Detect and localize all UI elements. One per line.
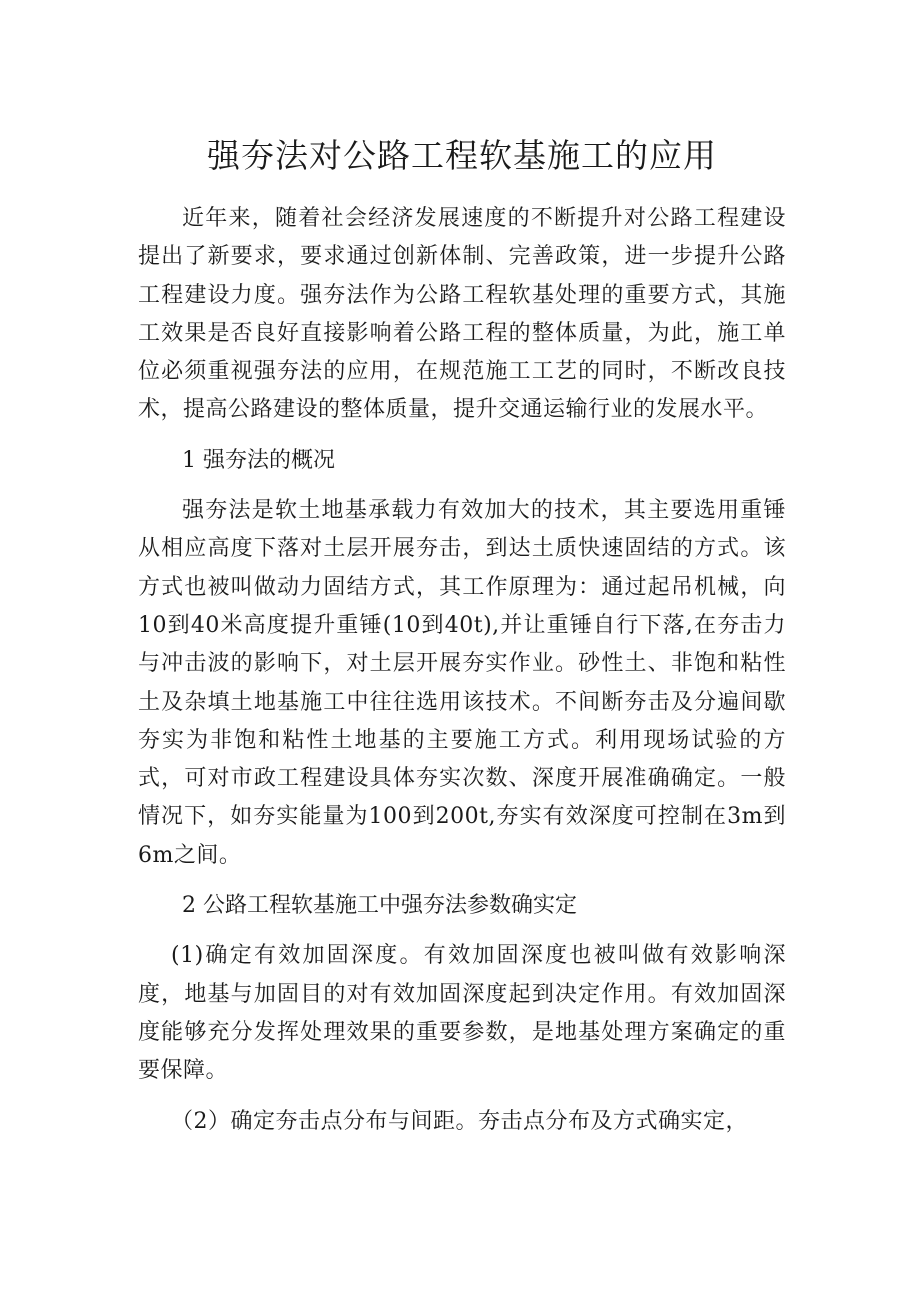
intro-paragraph: 近年来，随着社会经济发展速度的不断提升对公路工程建设提出了新要求，要求通过创新体制、完善政策，进一步提升公路工程建设力度。强夯法作为公路工程软基处理的重要方式，其施工效果是否良好直接影响着公路工程的整体质量，为此，施工单位必须重视强夯法的应用，在规范施工工艺的同时，不断改良技术，提高公路建设的整体质量，提升交通运输行业的发展水平。 — [138, 206, 786, 423]
section-1-body: 强夯法是软土地基承载力有效加大的技术，其主要选用重锤从相应高度下落对土层开展夯击，到达土质快速固结的方式。该方式也被叫做动力固结方式，其工作原理为：通过起吊机械，向10到40米高度提升重锤(10到40t),并让重锤自行下落,在夯击力与冲击波的影响下，对土层开展夯实作业。砂性土、非饱和粘性土及杂填土地基施工中往往选用该技术。不间断夯击及分遍间歇夯实为非饱和粘性土地基的主要施工方式。利用现场试验的方式，可对市政工程建设具体夯实次数、深度开展准确确定。一般情况下，如夯实能量为100到200t,夯实有效深度可控制在3m到6m之间。 — [138, 498, 786, 868]
section-2-heading: 2 公路工程软基施工中强夯法参数确实定 — [182, 893, 577, 919]
section-2-item-1: (1)确定有效加固深度。有效加固深度也被叫做有效影响深度，地基与加固目的对有效加固深度起到决定作用。有效加固深度能够充分发挥处理效果的重要参数，是地基处理方案确定的重要保障。 — [138, 943, 786, 1084]
document-title: 强夯法对公路工程软基施工的应用 — [207, 136, 717, 175]
section-2-item-2: （2）确定夯击点分布与间距。夯击点分布及方式确实定， — [171, 1108, 748, 1134]
section-1-heading: 1 强夯法的概况 — [182, 447, 335, 473]
